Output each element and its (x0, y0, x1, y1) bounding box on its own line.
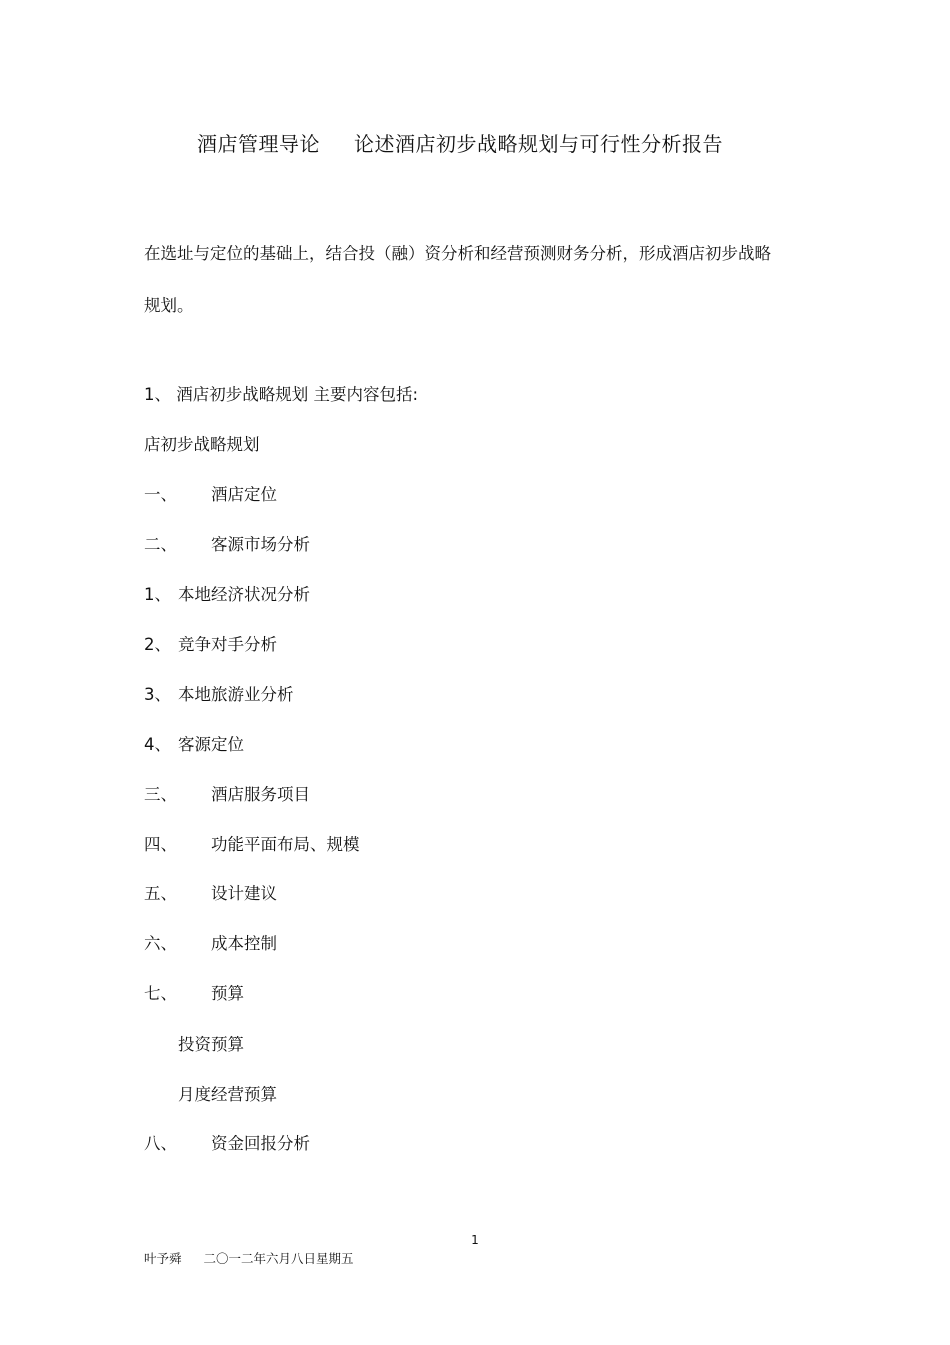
list-item (144, 1130, 310, 1154)
list-item-text: 成本控制 (211, 934, 277, 953)
list-item-text: 功能平面布局、规模 (211, 835, 360, 854)
list-item-text: 设计建议 (211, 884, 277, 903)
list-item (144, 880, 277, 904)
list-item-text: 月度经营预算 (178, 1085, 277, 1104)
list-item-number: 八、 (144, 1134, 177, 1153)
title-course: 酒店管理导论 (197, 132, 320, 156)
list-item-number: 六、 (144, 934, 177, 953)
footer-author: 叶予舜 (144, 1251, 182, 1266)
page-number: 1 (471, 1233, 479, 1247)
list-item-text: 投资预算 (178, 1035, 244, 1054)
list-item-text: 预算 (211, 984, 244, 1003)
list-item-number: 一、 (144, 485, 177, 504)
list-item-number: 1、 (144, 585, 171, 604)
list-item-number: 2、 (144, 635, 171, 654)
list-item (144, 681, 294, 705)
list-item-text: 酒店定位 (211, 485, 277, 504)
document-title (0, 128, 920, 157)
list-item-number: 3、 (144, 685, 171, 704)
list-item (144, 1031, 244, 1055)
section-heading: 1、 酒店初步战略规划 主要内容包括: (144, 385, 419, 404)
list-item-text: 客源市场分析 (211, 535, 310, 554)
list-item-number: 三、 (144, 785, 177, 804)
footer (144, 1249, 354, 1267)
title-topic: 论述酒店初步战略规划与可行性分析报告 (354, 132, 723, 156)
list-item (144, 481, 277, 505)
list-item (144, 1081, 277, 1105)
list-item-number: 二、 (144, 535, 177, 554)
list-item (144, 781, 310, 805)
list-item-text: 客源定位 (178, 735, 244, 754)
subheading: 店初步战略规划 (144, 435, 260, 454)
list-item (144, 831, 360, 855)
list-item (144, 581, 310, 605)
list-item-number: 七、 (144, 984, 177, 1003)
list-item-number: 4、 (144, 735, 171, 754)
list-item-number: 五、 (144, 884, 177, 903)
list-item-text: 本地经济状况分析 (178, 585, 310, 604)
list-item-text: 本地旅游业分析 (178, 685, 294, 704)
list-item-text: 竞争对手分析 (178, 635, 277, 654)
intro-paragraph: 在选址与定位的基础上，结合投（融）资分析和经营预测财务分析，形成酒店初步战略规划。 (144, 244, 771, 315)
list-item (144, 930, 277, 954)
list-item-number: 四、 (144, 835, 177, 854)
list-item (144, 531, 310, 555)
list-item-text: 酒店服务项目 (211, 785, 310, 804)
list-item (144, 980, 244, 1004)
list-item-text: 资金回报分析 (211, 1134, 310, 1153)
list-item (144, 731, 244, 755)
footer-date: 二〇一二年六月八日星期五 (203, 1251, 354, 1266)
list-item (144, 631, 277, 655)
